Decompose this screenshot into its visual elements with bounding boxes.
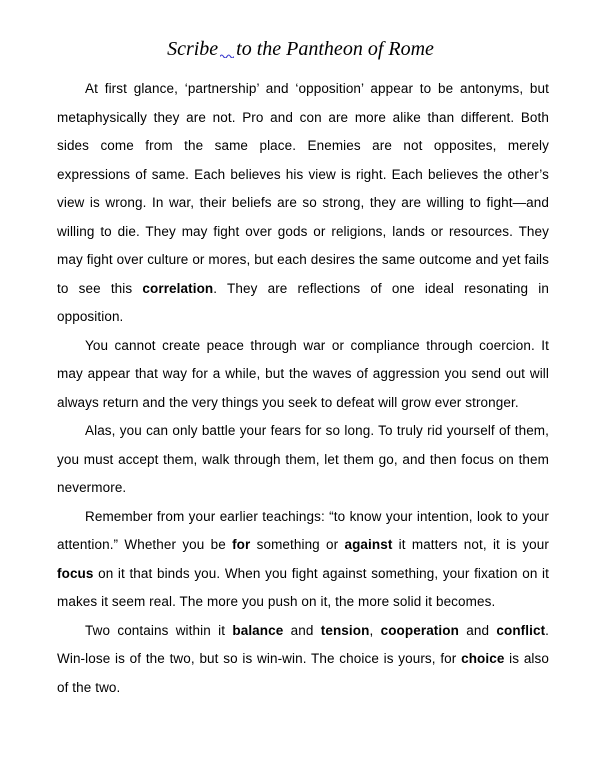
paragraph xyxy=(57,503,549,617)
bold-text-segment: cooperation xyxy=(380,622,459,638)
text-segment: is also of the two. xyxy=(57,651,549,695)
text-segment: You cannot create peace through war or compliance through coercion. It may appear that way for a while, but the waves of aggression you send out will always return and the very things you seek to defeat will grow ever stronger. xyxy=(57,337,549,410)
text-segment: something or xyxy=(250,537,345,552)
paragraph xyxy=(57,417,549,503)
bold-text-segment: focus xyxy=(57,565,94,581)
text-segment: . They are reflections of one ideal resonating in opposition. xyxy=(57,280,549,324)
text-segment: At first glance, ‘partnership’ and ‘opposition’ appear to be antonyms, but metaphysically they are not. Pro and con are more alike than different. Both sides come from the same place. Enemies are not opposites, merely expressions of same. Each believes his view is right. Each believes the other’s view is wrong. In war, their beliefs are so strong, they are willing to fight—and willing to die. They may fight over gods or religions, lands or resources. They may fight over culture or mores, but each desires the same outcome and yet fails to see this xyxy=(57,81,549,296)
document-title xyxy=(0,0,601,62)
bold-text-segment: against xyxy=(344,537,393,552)
text-segment: Alas, you can only battle your fears for so long. To truly rid yourself of them, you must accept them, walk through them, let them go, and then focus on them nevermore. xyxy=(57,423,549,495)
text-segment: and xyxy=(283,622,321,638)
bold-text-segment: tension xyxy=(320,622,370,638)
spellcheck-squiggle-icon xyxy=(220,53,234,58)
text-segment: Two contains within it xyxy=(85,622,233,638)
text-segment: and xyxy=(458,622,497,638)
document-body xyxy=(57,75,549,702)
title-text-start: Scribe xyxy=(167,38,219,60)
bold-text-segment: conflict xyxy=(496,622,546,638)
bold-text-segment: choice xyxy=(461,651,505,666)
bold-text-segment: for xyxy=(232,537,251,552)
text-segment: Remember from your earlier teachings: “to know your intention, look to your attention.” Whether you be xyxy=(57,508,549,552)
text-segment: it matters not, it is your xyxy=(392,537,549,552)
paragraph xyxy=(57,617,549,703)
text-segment: on it that binds you. When you fight against something, your fixation on it makes it seem real. The more you push on it, the more solid it becomes. xyxy=(57,565,549,609)
bold-text-segment: correlation xyxy=(142,280,214,296)
paragraph xyxy=(57,332,549,418)
title-text-rest: to the Pantheon of Rome xyxy=(236,38,434,60)
text-segment: . Win-lose is of the two, but so is win-win. The choice is yours, for xyxy=(57,622,550,666)
text-segment: , xyxy=(369,622,381,638)
bold-text-segment: balance xyxy=(232,622,284,638)
paragraph xyxy=(57,75,549,332)
